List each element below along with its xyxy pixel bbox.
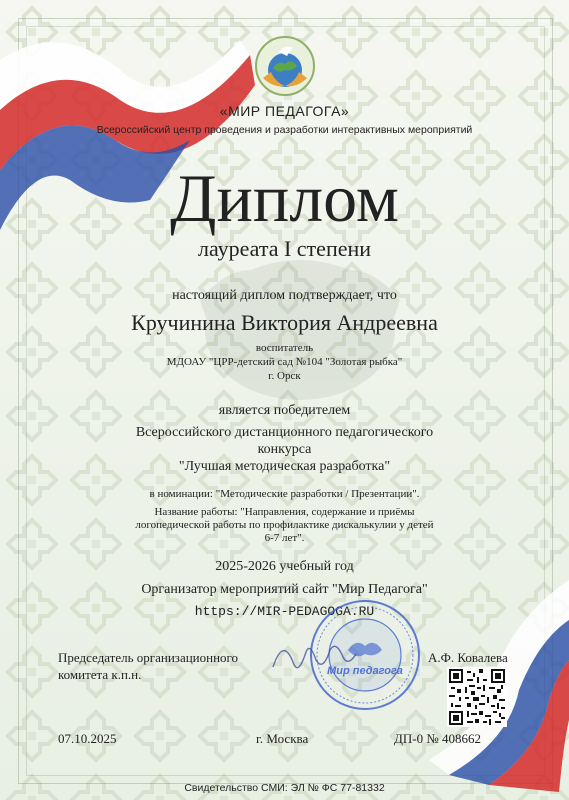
contest-line2: конкурса (257, 442, 312, 457)
issue-date: 07.10.2025 (58, 731, 117, 746)
issue-city: г. Москва (256, 731, 309, 746)
work-line3: 6-7 лет". (264, 532, 305, 544)
website: https://MIR-PEDAGOGA.RU (194, 604, 375, 619)
organizer: Организатор мероприятий сайт "Мир Педагога" (141, 582, 428, 597)
qr-code-icon (449, 669, 505, 725)
work-line2: логопедической работы по профилактике дискалькулии у детей (135, 519, 434, 531)
recipient-city: г. Орск (268, 370, 301, 382)
school-year: 2025-2026 учебный год (215, 559, 354, 574)
diploma-degree: лауреата I степени (197, 236, 372, 261)
nomination: в номинации: "Методические разработки / Презентации". (149, 488, 420, 500)
org-name: «МИР ПЕДАГОГА» (219, 103, 350, 119)
diploma-number: ДП-0 № 408662 (394, 731, 481, 746)
contest-line1: Всероссийского дистанционного педагогического (135, 425, 434, 440)
qr-code (447, 667, 507, 727)
diploma-title: Диплом (170, 160, 399, 236)
stamp-text: Мир педагога (327, 665, 403, 677)
recipient-organization: МДОАУ "ЦРР-детский сад №104 "Золотая рыбка" (166, 356, 403, 368)
chairman-line1: Председатель организационного (58, 650, 239, 665)
signature (268, 632, 358, 682)
contest-name: "Лучшая методическая разработка" (178, 459, 391, 474)
chairman-line2: комитета к.п.н. (58, 667, 142, 682)
work-line1: Название работы: "Направления, содержание и приёмы (154, 506, 415, 518)
recipient-name: Кручинина Виктория Андреевна (131, 310, 438, 335)
winner-text: является победителем (218, 403, 351, 418)
mir-pedagoga-logo-icon (253, 34, 317, 98)
recipient-position: воспитатель (255, 342, 314, 354)
chairman-name: А.Ф. Ковалева (428, 650, 508, 665)
confirm-text: настоящий диплом подтверждает, что (172, 288, 397, 303)
org-subtitle: Всероссийский центр проведения и разработки интерактивных мероприятий (96, 124, 473, 136)
media-certificate: Свидетельство СМИ: ЭЛ № ФС 77-81332 (184, 782, 385, 794)
